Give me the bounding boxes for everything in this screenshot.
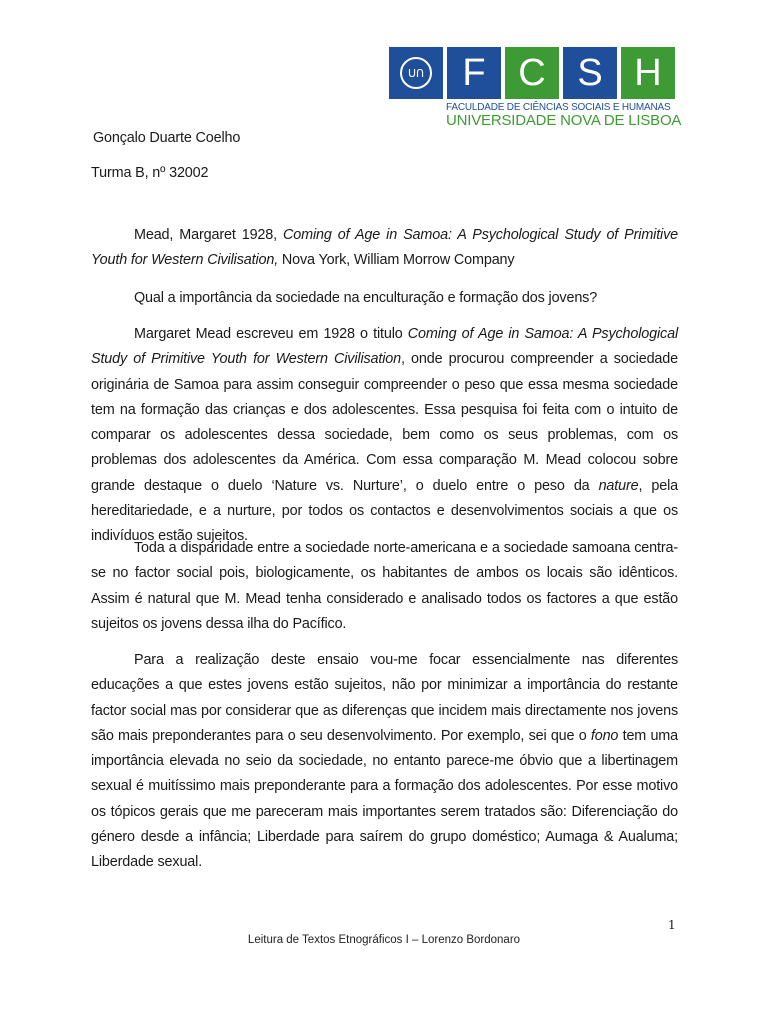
logo-faculty-name: FACULDADE DE CIÊNCIAS SOCIAIS E HUMANAS bbox=[446, 102, 671, 113]
p3-text-c: tem uma importância elevada no seio da sociedade, no entanto parece-me óbvio que a libertinagem sexual é muitíssimo mais preponderante para a formação dos adolescentes. Por esse motivo os tópicos gerais que me pareceram mais importantes serem tratados são: Diferenciação do género desde a infância; Liberdade para saírem do grupo doméstico; Aumaga & Aualuma; Liberdade sexual. bbox=[91, 727, 679, 871]
logo-letter-h: H bbox=[621, 47, 675, 99]
logo-emblem-tile bbox=[389, 47, 443, 99]
page-footer: Leitura de Textos Etnográficos I – Lorenzo Bordonaro bbox=[247, 934, 521, 946]
citation-title: Coming of Age in Samoa: A Psychological Study of Primitive Youth for Western Civilisation, bbox=[91, 227, 679, 269]
p1-book-title: Coming of Age in Samoa: A Psychological Study of Primitive Youth for Western Civilisation bbox=[91, 326, 678, 368]
logo-letter-c: C bbox=[505, 47, 559, 99]
p1-nature-term: nature bbox=[598, 477, 639, 494]
class-info: Turma B, nº 32002 bbox=[91, 165, 209, 181]
university-emblem-icon: ᑌᑎ bbox=[400, 57, 432, 89]
p1-text-e: , pela hereditariedade, e a nurture, por todos os contactos e desenvolvimentos sociais a que os indivíduos estão sujeitos. bbox=[91, 477, 678, 545]
citation-author-year: Mead, Margaret 1928, bbox=[134, 227, 284, 243]
p1-text-c: , onde procurou compreender a sociedade originária de Samoa para assim conseguir compreender o peso que essa mesma sociedade tem na formação das crianças e dos adolescentes. Essa pesquisa foi feita com o intuito de comparar os adolescentes dessa sociedade, bem como os seus problemas, com os problemas dos adolescentes da América. Com essa comparação M. Mead colocou sobre grande destaque o duelo ‘Nature vs. Nurture’, o duelo entre o peso da bbox=[91, 351, 678, 494]
author-name bbox=[91, 130, 678, 146]
p3-text-a: Para a realização deste ensaio vou-me focar essencialmente nas diferentes educações a que estes jovens estão sujeitos, não por minimizar a importância do restante factor social mas por considerar que as diferenças que incidem mais directamente nos jovens são mais preponderantes para o seu desenvolvimento. Por exemplo, sei que o bbox=[91, 652, 678, 744]
citation-publisher: Nova York, William Morrow Company bbox=[278, 252, 515, 269]
logo-letter-s: S bbox=[563, 47, 617, 99]
page-number: 1 bbox=[668, 918, 676, 932]
logo-tiles bbox=[389, 47, 677, 99]
body-paragraph-3 bbox=[91, 648, 678, 876]
author-name-text: Gonçalo Duarte Coelho bbox=[93, 130, 241, 146]
p3-fono-term: fono bbox=[590, 727, 619, 744]
logo-letter-f: F bbox=[447, 47, 501, 99]
p1-text-a: Margaret Mead escreveu em 1928 o titulo bbox=[134, 326, 408, 342]
body-paragraph-2: Toda a disparidade entre a sociedade norte-americana e a sociedade samoana centra-se no factor social pois, biologicamente, os habitantes de ambos os locais são idênticos. Assim é natural que M. Mead tenha considerado e analisado todos os factores a que estão sujeitos os jovens dessa ilha do Pacífico. bbox=[91, 540, 678, 632]
research-question: Qual a importância da sociedade na enculturação e formação dos jovens? bbox=[134, 290, 598, 306]
fcsh-logo bbox=[389, 47, 682, 129]
logo-university-name: UNIVERSIDADE NOVA DE LISBOA bbox=[446, 112, 682, 129]
citation-paragraph bbox=[91, 223, 678, 274]
body-paragraph-1 bbox=[91, 322, 678, 550]
